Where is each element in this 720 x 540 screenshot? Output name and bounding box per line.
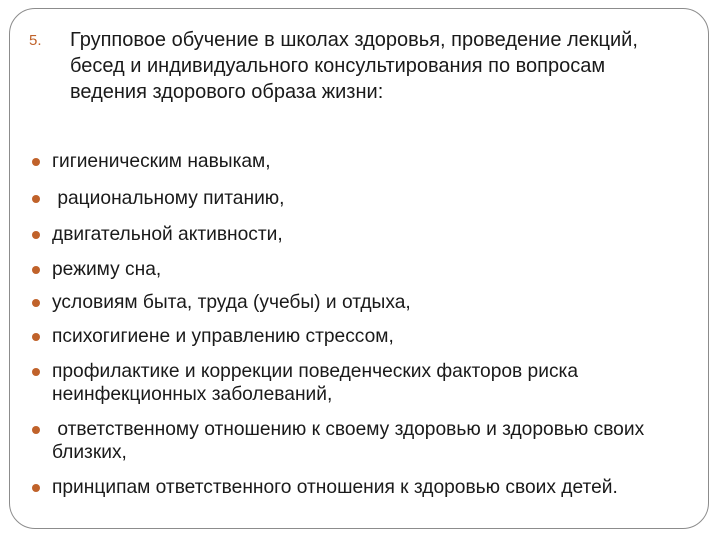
bullet-text: двигательной активности,: [52, 224, 283, 245]
bullet-item-sleep: [32, 258, 682, 281]
bullet-item-hygiene: [32, 150, 682, 173]
bullet-dot-icon: [32, 231, 40, 239]
bullet-item-risk-factors: [32, 360, 682, 406]
bullet-dot-icon: [32, 299, 40, 307]
bullet-text: принципам ответственного отношения к здоровью своих детей.: [52, 477, 618, 498]
bullet-dot-icon: [32, 368, 40, 376]
bullet-text: условиям быта, труда (учебы) и отдыха,: [52, 292, 411, 313]
bullet-text: профилактике и коррекции поведенческих факторов риска неинфекционных заболеваний,: [52, 361, 584, 405]
bullet-item-children-health: [32, 476, 682, 499]
bullet-dot-icon: [32, 426, 40, 434]
bullet-dot-icon: [32, 266, 40, 274]
bullet-text: ответственному отношению к своему здоровью и здоровью своих близких,: [52, 419, 650, 463]
bullet-dot-icon: [32, 333, 40, 341]
bullet-text: психогигиене и управлению стрессом,: [52, 326, 394, 347]
bullet-text: гигиеническим навыкам,: [52, 151, 271, 172]
bullet-dot-icon: [32, 158, 40, 166]
bullet-dot-icon: [32, 195, 40, 203]
bullet-item-activity: [32, 223, 682, 246]
item-number: 5.: [29, 32, 42, 49]
bullet-item-nutrition: [32, 187, 682, 210]
item-text: Групповое обучение в школах здоровья, проведение лекций, бесед и индивидуального консультирования по вопросам ведения здорового образа жизни:: [70, 29, 638, 103]
bullet-dot-icon: [32, 484, 40, 492]
bullet-item-responsibility: [32, 418, 682, 464]
bullet-item-stress: [32, 325, 682, 348]
bullet-text: рациональному питанию,: [52, 188, 285, 209]
bullet-item-living-conditions: [32, 291, 682, 314]
bullet-text: режиму сна,: [52, 259, 162, 280]
